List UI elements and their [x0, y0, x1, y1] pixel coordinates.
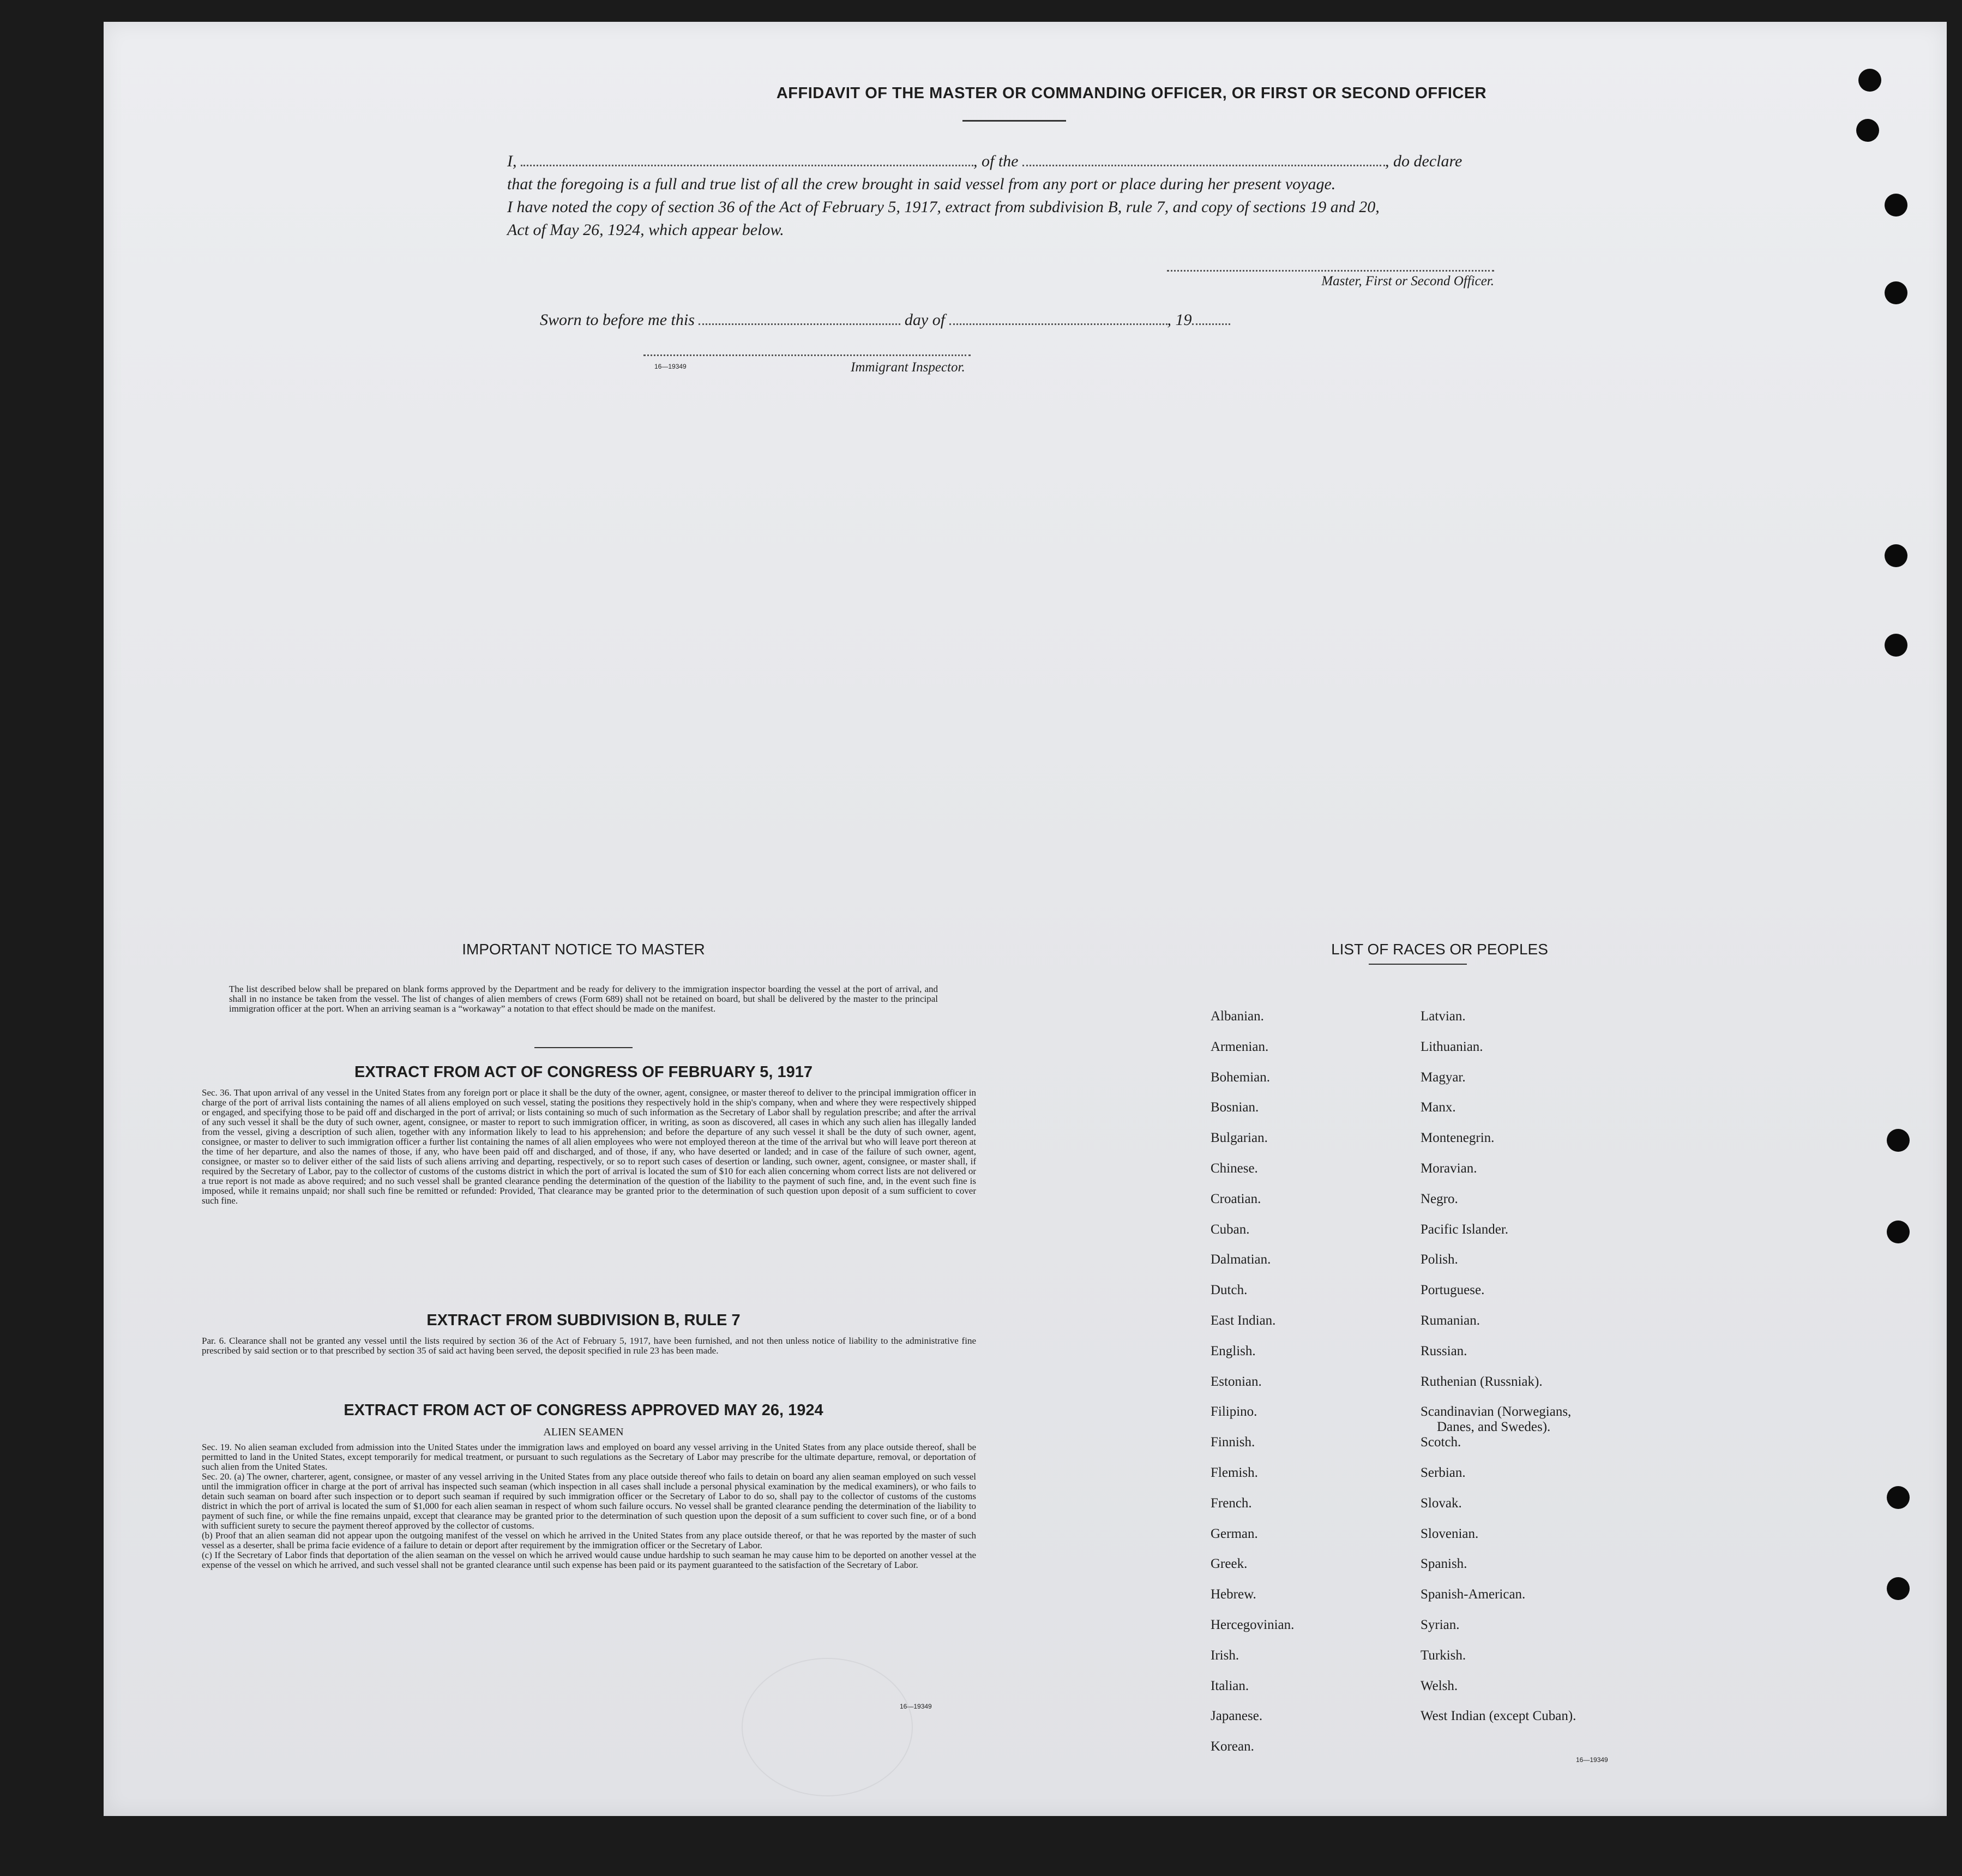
binder-hole [1885, 281, 1907, 304]
title-divider [962, 120, 1066, 122]
race-item: Ruthenian (Russniak). [1421, 1374, 1543, 1389]
affidavit-line-1 [507, 150, 1630, 173]
inspector-label: Immigrant Inspector. [851, 360, 965, 375]
race-item: Portuguese. [1421, 1283, 1485, 1298]
extract-1917-body: Sec. 36. That upon arrival of any vessel in the United States from any foreign port or place it shall be the duty of the owner, agent, consignee, or master thereof to deliver to the principal immigration officer in charge of the port of arrival lists containing the names of all aliens employed on such vessel, stating the positions they respectively hold in the ship's company, when and where they were respectively shipped or engaged, and specifying those to be paid off and discharged in the port of arrival; or lists containing so much of such information as the Secretary of Labor shall by regulation prescribe; and after the arrival of any such vessel it shall be the duty of such owner, agent, consignee, or master to report to such immigration officer, in writing, as soon as discovered, all cases in which any such alien has illegally landed from the vessel, giving a description of such alien, together with any information likely to lead to his apprehension; and before the departure of any such vessel it shall be the duty of such owner, agent, consignee, or master to deliver to such immigration officer a further list containing the names of all alien employees who were not employed thereon at the time of the arrival but who will leave port thereon at the time of her departure, and also the names of those, if any, who have been paid off and discharged, and of those, if any, who have deserted or landed; and in case of the failure of such owner, agent, consignee, or master so to deliver either of the said lists of such aliens arriving and departing, respectively, or so to report such cases of desertion or landing, such owner, agent, consignee, or master shall, if required by the Secretary of Labor, pay to the collector of customs of the customs district in which the port of arrival is located the sum of $10 for each alien concerning whom correct lists are not delivered or a true report is not made as above required; and no such vessel shall be granted clearance pending the determination of the question of the liability to the payment of such fine, and, in the event such fine is imposed, while it remains unpaid; nor shall such fine be remitted or refunded: Provided, That clearance may be granted prior to the determination of such question upon deposit of a sum sufficient to cover such fine. [202, 1087, 976, 1206]
race-item: Welsh. [1421, 1678, 1458, 1693]
notice-body: The list described below shall be prepared on blank forms approved by the Department and be ready for delivery to the immigration inspector boarding the vessel at the port of arrival, and shall in no instance be taken from the vessel. The list of changes of alien members of crews (Form 689) shall not be retained on board, but shall be delivered by the master to the principal immigration officer at the port. When an arriving seaman is a “workaway” a notation to that effect should be made on the manifest. [229, 984, 938, 1014]
race-item: Korean. [1211, 1739, 1254, 1754]
race-item: Spanish. [1421, 1556, 1467, 1572]
form-number-right: 16—19349 [1576, 1756, 1608, 1764]
binder-hole [1885, 544, 1907, 567]
sec20a-text: Sec. 20. (a) The owner, charterer, agent, consignee, or master of any vessel arriving in the United States from any place outside thereof who fails to detain on board any alien seaman employed on such vessel until the immigration officer in charge at the port of arrival has inspected such seaman (which inspection in all cases shall include a personal physical examination by the medical examiners), or who fails to detain such seaman on board after such inspection or to deport such seaman if required by such immigration officer or the Secretary of Labor to do so, shall pay to the collector of customs of the customs district in which the port of arrival is located the sum of $1,000 for each alien seaman in respect of whom such failure occurs. No vessel shall be granted clearance pending the determination of the liability to payment of such fine, or while the fine remains unpaid, except that clearance may be granted prior to the determination of such question upon the deposit of a sum sufficient to cover such fine, or of a bond with sufficient surety to secure the payment thereof approved by the collector of customs. [202, 1471, 976, 1531]
race-item: Hercegovinian. [1211, 1618, 1295, 1632]
month-blank[interactable] [949, 311, 1167, 325]
race-item: Syrian. [1421, 1618, 1460, 1632]
race-item: Bosnian. [1211, 1100, 1259, 1115]
race-item: West Indian (except Cuban). [1421, 1709, 1576, 1724]
extract-1924-body [185, 1442, 982, 1570]
embossed-seal [742, 1658, 913, 1796]
vessel-blank[interactable] [1022, 153, 1385, 166]
race-item: French. [1211, 1495, 1252, 1511]
day-of-text: day of [904, 311, 946, 329]
race-item: Filipino. [1211, 1404, 1257, 1420]
year-blank[interactable] [1192, 311, 1230, 325]
race-item: Montenegrin. [1421, 1131, 1495, 1146]
race-item: Dutch. [1211, 1283, 1248, 1298]
races-title: LIST OF RACES OR PEOPLES [1331, 941, 1548, 958]
affidavit-line-4: Act of May 26, 1924, which appear below. [507, 221, 784, 239]
race-item: Bohemian. [1211, 1069, 1271, 1085]
race-item: Pacific Islander. [1421, 1222, 1509, 1237]
affidavit-do-declare: , do declare [1385, 152, 1463, 170]
sec20c-text: (c) If the Secretary of Labor finds that deportation of the alien seaman on the vessel on which he arrived would cause undue hardship to such seaman he may cause him to be deported on another vessel at the expense of the vessel on which he arrived, and such vessel shall not be granted clearance until such expense has been paid or its payment guaranteed to the satisfaction of the Secretary of Labor. [202, 1550, 976, 1570]
sworn-text: Sworn to before me this [540, 311, 695, 329]
race-item: Rumanian. [1421, 1313, 1480, 1328]
signature-line[interactable] [1167, 270, 1494, 272]
race-item: German. [1211, 1526, 1258, 1541]
race-item: Slovak. [1421, 1495, 1462, 1511]
affidavit-of-the: , of the [973, 152, 1019, 170]
binder-hole [1885, 194, 1907, 217]
binder-hole [1887, 1220, 1910, 1243]
extract-1917-title: EXTRACT FROM ACT OF CONGRESS OF FEBRUARY 5, 1917 [354, 1063, 813, 1081]
race-item: Cuban. [1211, 1222, 1250, 1237]
race-item: Moravian. [1421, 1161, 1477, 1176]
form-number-top: 16—19349 [654, 363, 687, 370]
race-item: English. [1211, 1343, 1256, 1358]
affidavit-line-2: that the foregoing is a full and true list of all the crew brought in said vessel from any port or place during her present voyage. [507, 175, 1336, 193]
race-item: Albanian. [1211, 1009, 1264, 1024]
binder-hole [1885, 634, 1907, 657]
inspector-signature-line[interactable] [643, 354, 971, 356]
binder-hole [1858, 69, 1881, 92]
race-item: Polish. [1421, 1252, 1458, 1267]
race-item: Turkish. [1421, 1647, 1466, 1663]
day-blank[interactable] [699, 311, 900, 325]
race-item: Magyar. [1421, 1069, 1466, 1085]
race-item: Latvian. [1421, 1009, 1466, 1024]
races-divider [1369, 964, 1467, 965]
extract-rule7-body: Par. 6. Clearance shall not be granted any vessel until the lists required by section 36 of the Act of February 5, 1917, have been furnished, and not then unless notice of liability to the administrative fine prescribed by said section or to that prescribed by section 35 of said act having been served, the deposit specified in rule 23 has been made. [202, 1336, 976, 1356]
sworn-line [540, 311, 1230, 329]
signature-label: Master, First or Second Officer. [1321, 274, 1494, 288]
race-item: Manx. [1421, 1100, 1456, 1115]
race-item: Slovenian. [1421, 1526, 1479, 1541]
race-item: Scotch. [1421, 1435, 1461, 1450]
race-item: Hebrew. [1211, 1587, 1256, 1602]
race-item: Scandinavian (Norwegians, [1421, 1404, 1572, 1420]
race-item: Russian. [1421, 1343, 1467, 1358]
race-item: Flemish. [1211, 1465, 1258, 1480]
extract-rule7-title: EXTRACT FROM SUBDIVISION B, RULE 7 [426, 1312, 741, 1329]
binder-hole [1887, 1577, 1910, 1600]
binder-hole [1887, 1486, 1910, 1509]
race-item: Dalmatian. [1211, 1252, 1271, 1267]
sec19-text: Sec. 19. No alien seaman excluded from admission into the United States under the immigration laws and employed on board any vessel arriving in the United States from any place outside thereof, shall be permitted to land in the United States, except temporarily for medical treatment, or pursuant to such regulations as the Secretary of Labor may prescribe for the ultimate departure, removal, or deportation of such alien from the United States. [202, 1442, 976, 1472]
document-page [104, 22, 1947, 1816]
race-item: Japanese. [1211, 1709, 1263, 1724]
affidavit-title: AFFIDAVIT OF THE MASTER OR COMMANDING OFFICER, OR FIRST OR SECOND OFFICER [776, 85, 1487, 102]
name-blank[interactable] [521, 153, 973, 166]
alien-seamen-subtitle: ALIEN SEAMEN [543, 1426, 624, 1438]
race-item: Irish. [1211, 1647, 1239, 1663]
race-item: Chinese. [1211, 1161, 1258, 1176]
form-number-left: 16—19349 [900, 1703, 932, 1710]
sec20b-text: (b) Proof that an alien seaman did not appear upon the outgoing manifest of the vessel on which he arrived in the United States from any place outside thereof, or that he was reported by the master of such vessel as a deserter, shall be prima facie evidence of a failure to detain or deport after requirement by the immigration officer or the Secretary of Labor. [202, 1530, 976, 1550]
binder-hole [1856, 119, 1879, 142]
race-item: Spanish-American. [1421, 1587, 1526, 1602]
race-item: Greek. [1211, 1556, 1248, 1572]
race-item: Croatian. [1211, 1191, 1261, 1206]
race-item: Finnish. [1211, 1435, 1255, 1450]
extract-1924-title: EXTRACT FROM ACT OF CONGRESS APPROVED MAY 26, 1924 [344, 1402, 823, 1419]
notice-title: IMPORTANT NOTICE TO MASTER [462, 941, 705, 958]
year-prefix: , 19 [1167, 311, 1192, 329]
race-item: Estonian. [1211, 1374, 1262, 1389]
race-item: Serbian. [1421, 1465, 1466, 1480]
affidavit-line-3: I have noted the copy of section 36 of the Act of February 5, 1917, extract from subdivision B, rule 7, and copy of sections 19 and 20, [507, 198, 1380, 216]
binder-hole [1887, 1129, 1910, 1152]
race-item: Bulgarian. [1211, 1131, 1268, 1146]
race-item: Armenian. [1211, 1039, 1269, 1054]
affidavit-body [507, 150, 1630, 242]
notice-divider [534, 1047, 633, 1048]
affidavit-i: I, [507, 152, 517, 170]
race-item: East Indian. [1211, 1313, 1276, 1328]
race-item: Lithuanian. [1421, 1039, 1483, 1054]
race-item: Danes, and Swedes). [1437, 1420, 1551, 1435]
race-item: Negro. [1421, 1191, 1458, 1206]
race-item: Italian. [1211, 1678, 1249, 1693]
